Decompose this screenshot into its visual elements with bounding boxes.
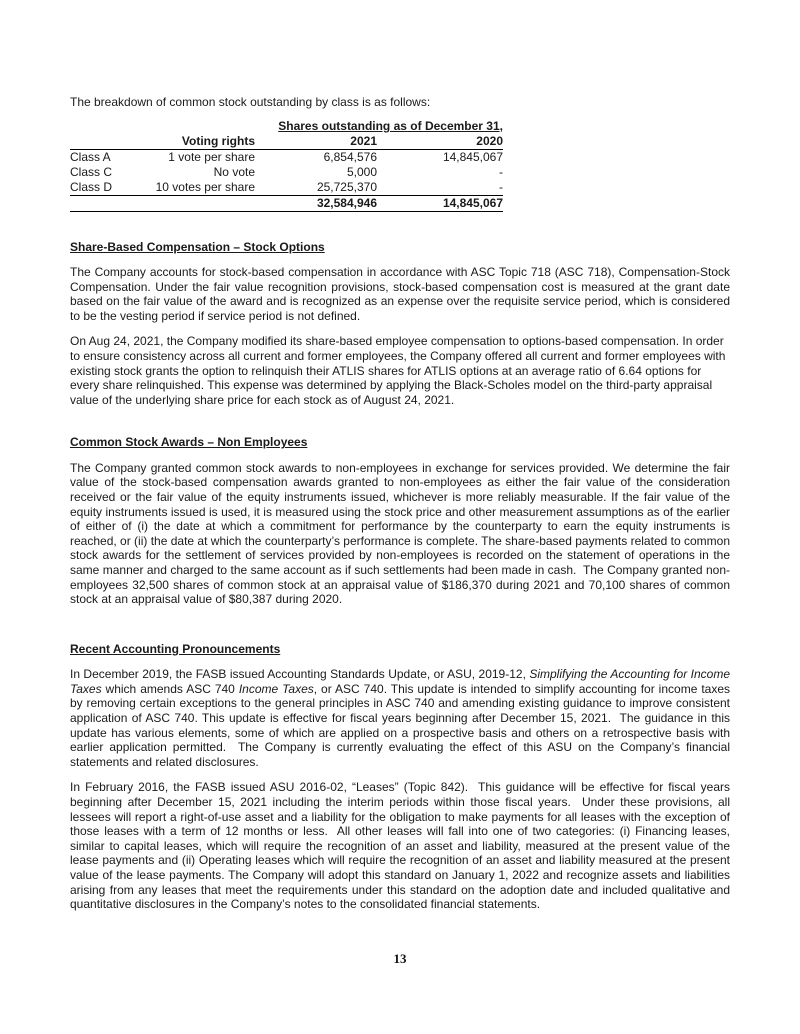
page-content [70,95,734,912]
paragraph-aug-24-modification: On Aug 24, 2021, the Company modified its share-based employee compensation to options-based compensation. In order to ensure consistency across all current and former employees, the Company offered all current and former employees with existing stock grants the option to relinquish their ATLIS shares for ATLIS options at an average ratio of 6.64 options for every share relinquished. This expense was determined by applying the Black-Scholes model on the third-party appraisal value of the underlying share price for each stock as of August 24, 2021. [70,334,729,407]
voting-rights-value: 10 votes per share [120,180,255,196]
voting-rights-value: No vote [213,165,255,179]
header-empty-cell [70,134,120,150]
section-heading-share-based-compensation: Share-Based Compensation – Stock Options [70,239,325,254]
caption-spacer-cell [70,119,255,134]
paragraph-asu-2019-12: In December 2019, the FASB issued Accounting Standards Update, or ASU, 2019-12, Simplifying the Accounting for Income Taxes which amends ASC 740 Income Taxes, or ASC 740. This update is intended to simplify accounting for income taxes by removing certain exceptions to the general principles in ASC 740 and amending existing guidance to improve consistent application of ASC 740. This update is effective for fiscal years beginning after December 15, 2021. The guidance in this update has various elements, some of which are applied on a prospective basis and others on a retrospective basis with earlier application permitted. The Company is currently evaluating the effect of this ASU on the Company’s financial statements and related disclosures. [70,667,734,769]
shares-2021-value: 6,854,576 [323,150,377,164]
paragraph-non-employee-awards: The Company granted common stock awards to non-employees in exchange for services provided. We determine the fair value of the stock-based compensation awards granted to non-employees as either the fair value of the consideration received or the fair value of the equity instruments issued, whichever is more reliably measurable. If the fair value of the equity instruments issued is used, it is measured using the stock price and other measurement assumptions as of the earlier of either of (i) the date at which a commitment for performance by the counterparty to earn the equity instruments is reached, or (ii) the date at which the counterparty’s performance is complete. The share-based payments related to common stock awards for the settlement of services provided by non-employees is recorded on the statement of operations in the same manner and charged to the same account as if such settlements had been made in cash. The Company granted non-employees 32,500 shares of common stock at an appraisal value of $186,370 during 2021 and 70,100 shares of common stock at an appraisal value of $80,387 during 2020. [70,460,734,607]
shares-2021-value: 5,000 [346,165,377,179]
table-row-class-a [70,149,503,165]
section-heading-common-stock-awards: Common Stock Awards – Non Employees [70,435,308,450]
total-empty-cell [70,195,120,211]
voting-rights-value: 1 vote per share [168,150,255,164]
class-label: Class C [70,165,113,179]
total-empty-cell [120,195,255,211]
table-row-class-d [70,180,503,196]
total-2020-value: 14,845,067 [377,195,503,211]
class-label: Class D [70,180,120,196]
column-header-2021: 2021 [255,134,377,150]
shares-2020-value: - [499,165,503,179]
section-heading-recent-accounting-pronouncements: Recent Accounting Pronouncements [70,641,281,656]
shares-2021-value: 25,725,370 [255,180,377,196]
shares-2020-value: - [377,180,503,196]
table-header-row [70,134,503,150]
column-header-voting-rights: Voting rights [120,134,255,150]
paragraph-asc-718: The Company accounts for stock-based compensation in accordance with ASC Topic 718 (ASC 718), Compensation-Stock Compensation. Under the fair value recognition provisions, stock-based compensation cost is measured at the grant date based on the fair value of the award and is recognized as an expense over the requisite service period, which is considered to be the vesting period if service period is not defined. [70,265,734,323]
table-total-row [70,195,503,211]
column-header-2020: 2020 [377,134,503,150]
table-caption: Shares outstanding as of December 31, [278,119,503,133]
shares-2020-value: 14,845,067 [442,150,503,164]
table-caption-row [70,119,503,134]
page-number: 13 [393,951,407,966]
class-label: Class A [70,150,111,164]
paragraph-asu-2016-02-leases: In February 2016, the FASB issued ASU 2016-02, “Leases” (Topic 842). This guidance will be effective for fiscal years beginning after December 15, 2021 including the interim periods within those fiscal years. Under these provisions, all lessees will report a right-of-use asset and a liability for the obligation to make payments for all leases with the exception of those leases with a term of 12 months or less. All other leases will fall into one of two categories: (i) Financing leases, similar to capital leases, which will require the recognition of an asset and liability, measured at the present value of the lease payments and (ii) Operating leases which will require the recognition of an asset and liability measured at the present value of the lease payments. The Company will adopt this standard on January 1, 2022 and recognize assets and liabilities arising from any leases that meet the requirements under this standard on the adoption date and included qualitative and quantitative disclosures in the Company’s notes to the consolidated financial statements. [70,780,734,912]
total-2021-value: 32,584,946 [255,195,377,211]
table-row-class-c [70,165,503,180]
intro-text: The breakdown of common stock outstanding by class is as follows: [70,95,431,109]
shares-outstanding-table [70,119,503,212]
